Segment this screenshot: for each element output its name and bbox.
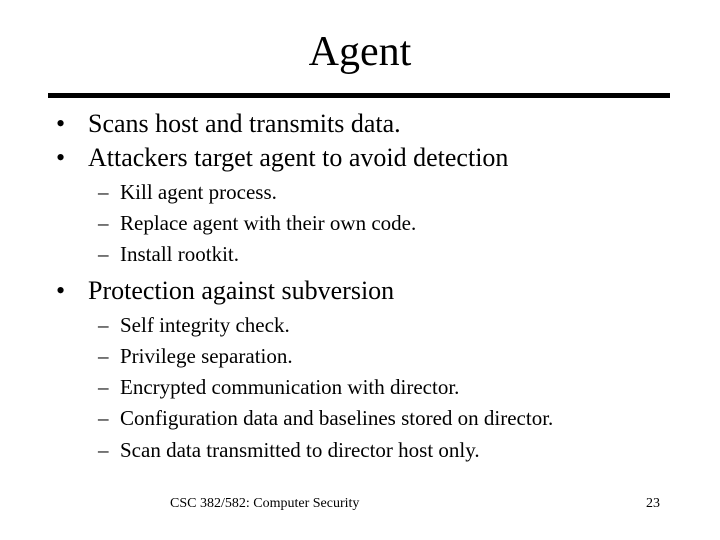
bullet-marker: • [56, 143, 66, 172]
sub-bullet-text: Configuration data and baselines stored on director. [120, 406, 554, 430]
bullet-text: Scans host and transmits data. [88, 109, 401, 138]
dash-marker: – [98, 313, 109, 337]
dash-marker: – [98, 344, 109, 368]
dash-marker: – [98, 375, 109, 399]
footer-page-number: 23 [646, 496, 660, 511]
dash-marker: – [98, 211, 109, 235]
footer-course-title: CSC 382/582: Computer Security [170, 496, 360, 511]
sub-bullet-text: Kill agent process. [120, 180, 277, 204]
dash-marker: – [98, 180, 109, 204]
sub-bullet-text: Privilege separation. [120, 344, 293, 368]
sub-bullet-text: Self integrity check. [120, 313, 290, 337]
sub-bullet-text: Install rootkit. [120, 242, 239, 266]
bullet-marker: • [56, 276, 66, 305]
slide-title: Agent [308, 29, 412, 75]
bullet-marker: • [56, 109, 66, 138]
dash-marker: – [98, 438, 109, 462]
dash-marker: – [98, 242, 109, 266]
title-divider [48, 93, 670, 98]
sub-bullet-text: Scan data transmitted to director host only. [120, 438, 480, 462]
dash-marker: – [98, 406, 109, 430]
bullet-text: Protection against subversion [88, 276, 395, 305]
sub-bullet-text: Encrypted communication with director. [120, 375, 460, 399]
sub-bullet-text: Replace agent with their own code. [120, 211, 417, 235]
bullet-text: Attackers target agent to avoid detection [88, 143, 509, 172]
